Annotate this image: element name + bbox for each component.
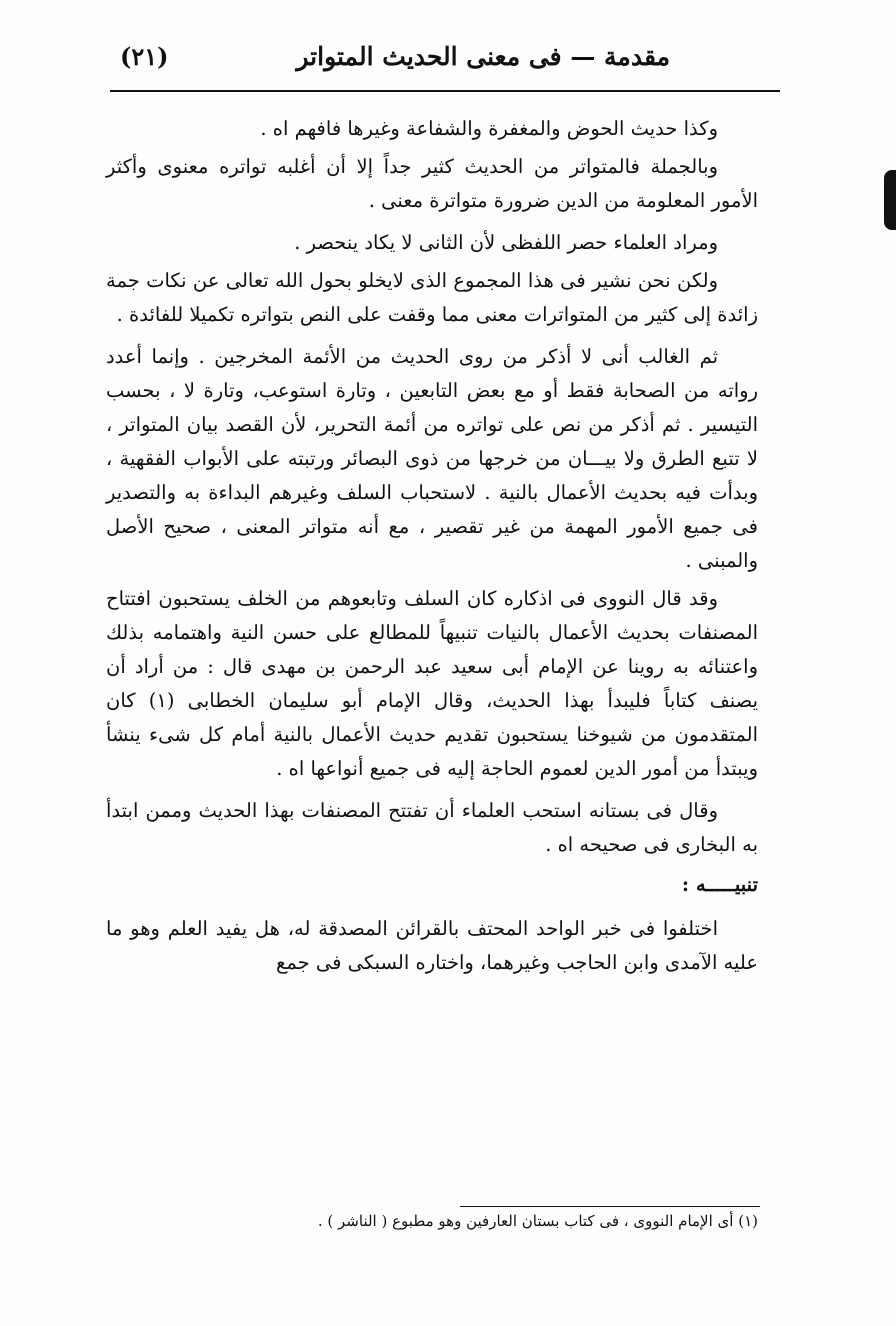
footnote: (١) أى الإمام النووى ، فى كتاب بستان العارفين وهو مطبوع ( الناشر ) . bbox=[317, 1212, 758, 1230]
paragraph-collection-purpose: ولكن نحن نشير فى هذا المجموع الذى لايخلو بحول الله تعالى عن نكات جمة زائدة إلى كثير من المتواترات معنى مما وقفت على النص بتواتره تكميلا للفائدة . bbox=[106, 269, 758, 326]
note-heading: تنبيـــــه : bbox=[681, 873, 758, 896]
footnote-divider bbox=[460, 1206, 760, 1207]
running-header-title: مقدمة — فى معنى الحديث المتواتر bbox=[296, 42, 670, 71]
running-header bbox=[110, 28, 780, 88]
paragraph-hawd: وكذا حديث الحوض والمغفرة والشفاعة وغيرها فافهم اه . bbox=[260, 117, 718, 140]
paragraph-bustan-quote: وقال فى بستانه استحب العلماء أن تفتتح المصنفات بهذا الحديث وممن ابتدأ به البخارى فى صحيحه اه . bbox=[106, 799, 758, 856]
paragraph-scholars-intent: ومراد العلماء حصر اللفظى لأن الثانى لا يكاد ينحصر . bbox=[294, 231, 718, 254]
page-number: (٢١) bbox=[120, 42, 169, 71]
header-divider bbox=[110, 90, 780, 92]
paragraph-method: ثم الغالب أنى لا أذكر من روى الحديث من الأئمة المخرجين . وإنما أعدد رواته من الصحابة فقط أو مع بعض التابعين ، وتارة استوعب، وتارة لا ، بحسب التيسير . ثم أذكر من نص على تواتره من أئمة التحرير، لأن القصد بيان المتواتر ، لا تتبع الطرق ولا بيـــان من خرجها من ذوى البصائر ورتبته على الأبواب الفقهية ، وبدأت فيه بحديث الأعمال بالنية . لاستحباب السلف وغيرهم البداءة به والتصدير فى جميع الأمور المهمة من غير تقصير ، مع أنه متواتر المعنى ، صحيح الأصل والمبنى . bbox=[106, 345, 758, 572]
paragraph-nawawi-quote: وقد قال النووى فى اذكاره كان السلف وتابعوهم من الخلف يستحبون افتتاح المصنفات بحديث الأعمال بالنيات تنبيهاً للمطالع على حسن النية واهتمامه بذلك واعتنائه به روينا عن الإمام أبى سعيد عبد الرحمن بن مهدى قال : من أراد أن يصنف كتاباً فليبدأ بهذا الحديث، وقال الإمام أبو سليمان الخطابى (١) كان المتقدمون من شيوخنا يستحبون تقديم حديث الأعمال بالنية أمام كل شىء ينشأ ويبتدأ من أمور الدين لعموم الحاجة إليه فى جميع أنواعها اه . bbox=[106, 587, 758, 780]
paragraph-khabar-wahid: اختلفوا فى خبر الواحد المحتف بالقرائن المصدقة له، هل يفيد العلم وهو ما عليه الآمدى وابن الحاجب وغيرهما، واختاره السبكى فى جمع bbox=[106, 917, 758, 974]
body-text bbox=[106, 112, 758, 984]
paragraph-mutawatir-summary: وبالجملة فالمتواتر من الحديث كثير جداً إلا أن أغلبه تواتره معنوى وأكثر الأمور المعلومة من الدين ضرورة متواترة معنى . bbox=[106, 155, 758, 212]
page-edge-mark bbox=[884, 170, 896, 230]
